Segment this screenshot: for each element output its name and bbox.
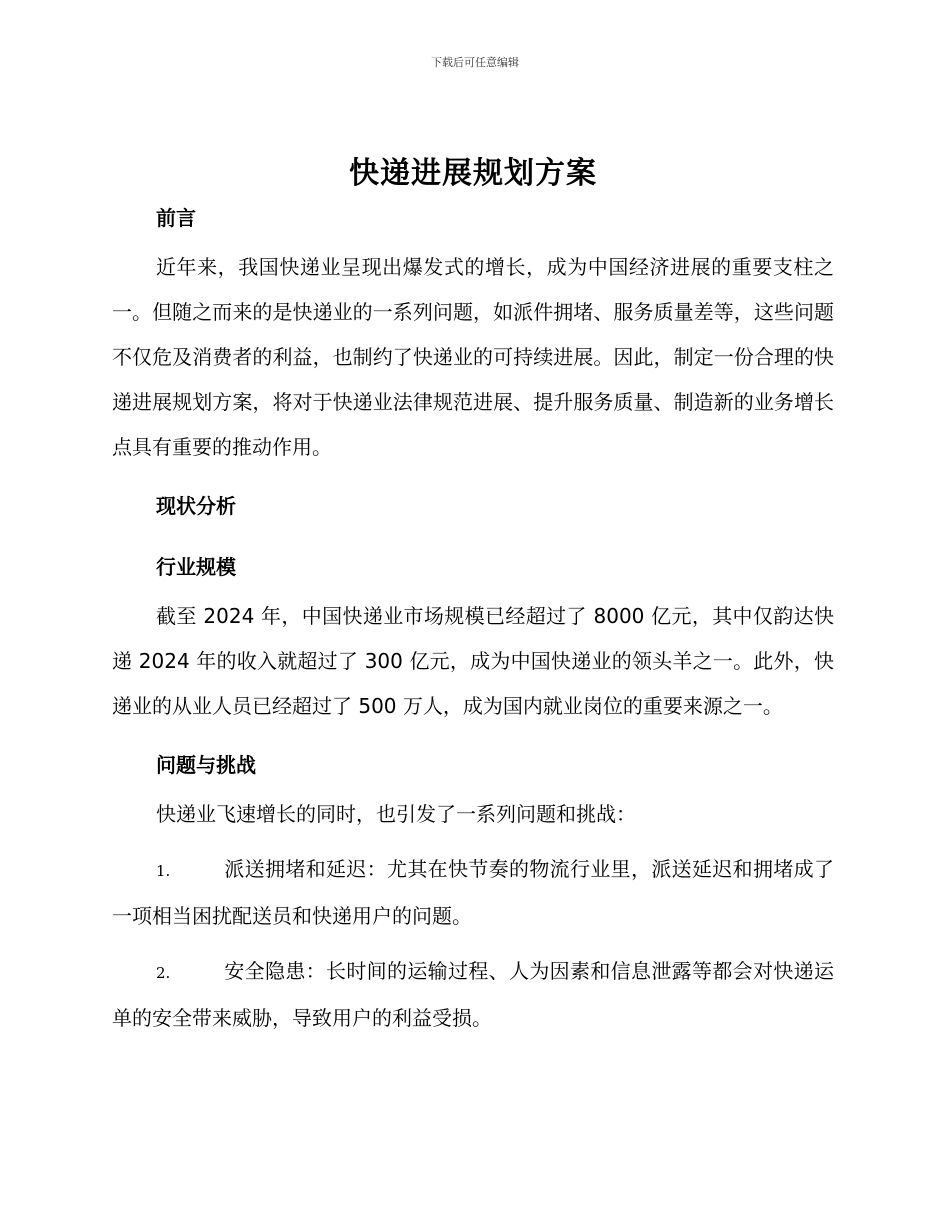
section-heading-preface: 前言 xyxy=(156,206,196,230)
document-body xyxy=(112,148,834,1041)
list-item-number: 2. xyxy=(156,964,171,982)
list-item xyxy=(112,949,834,1041)
list-item-text: 派送拥堵和延迟：尤其在快节奏的物流行业里，派送延迟和拥堵成了一项相当困扰配送员和快递用户的问题。 xyxy=(112,857,834,928)
section-heading-scale: 行业规模 xyxy=(156,555,236,579)
paragraph-scale: 截至 2024 年，中国快递业市场规模已经超过了 8000 亿元，其中仅韵达快递 2024 年的收入就超过了 300 亿元，成为中国快递业的领头羊之一。此外，快递业的从业人员已经超过了 500 万人，成为国内就业岗位的重要来源之一。 xyxy=(112,604,834,718)
list-item-text: 安全隐患：长时间的运输过程、人为因素和信息泄露等都会对快递运单的安全带来威胁，导致用户的利益受损。 xyxy=(112,959,834,1030)
list-item-number: 1. xyxy=(156,862,171,880)
section-heading-status: 现状分析 xyxy=(156,494,236,518)
header-note: 下载后可任意编辑 xyxy=(431,56,519,69)
document-title: 快递进展规划方案 xyxy=(349,156,597,191)
paragraph-problems-intro: 快递业飞速增长的同时，也引发了一系列问题和挑战： xyxy=(156,802,636,826)
paragraph-preface: 近年来，我国快递业呈现出爆发式的增长，成为中国经济进展的重要支柱之一。但随之而来的是快递业的一系列问题，如派件拥堵、服务质量差等，这些问题不仅危及消费者的利益，也制约了快递业的可持续进展。因此，制定一份合理的快递进展规划方案，将对于快递业法律规范进展、提升服务质量、制造新的业务增长点具有重要的推动作用。 xyxy=(112,255,834,459)
list-item xyxy=(112,847,834,939)
section-heading-problems: 问题与挑战 xyxy=(156,753,256,777)
